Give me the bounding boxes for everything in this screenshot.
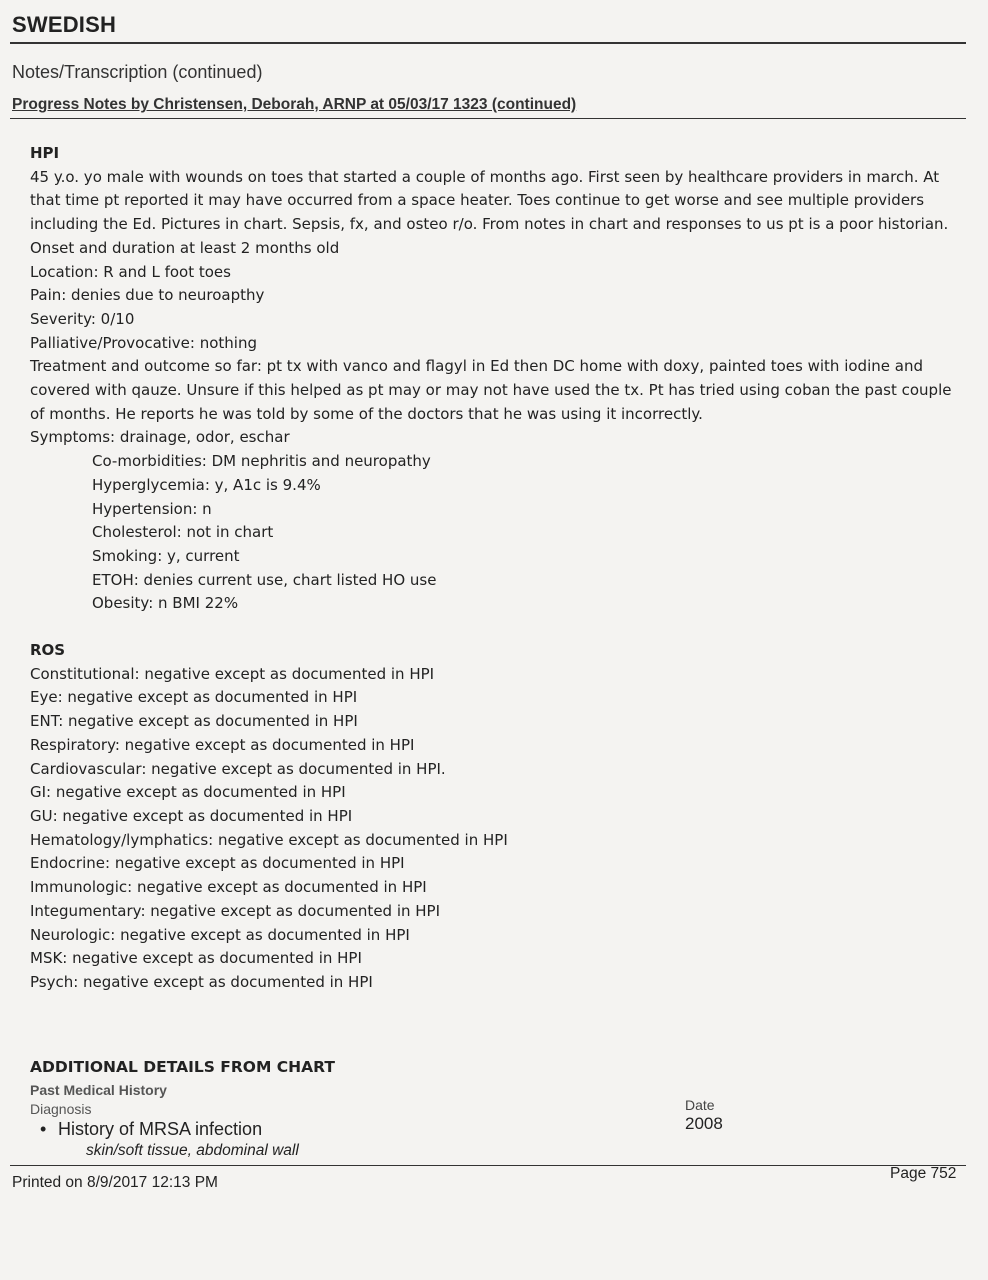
ros-heading: ROS <box>30 641 66 660</box>
ros-item: Eye: negative except as documented in HPI <box>30 688 358 707</box>
hpi-symptoms: Symptoms: drainage, odor, eschar <box>30 428 290 447</box>
hpi-lines <box>30 237 970 356</box>
ros-item: GI: negative except as documented in HPI <box>30 783 346 802</box>
ros-item: Cardiovascular: negative except as documented in HPI. <box>30 759 446 778</box>
diagnosis-label: Diagnosis <box>30 1101 92 1117</box>
ros-list <box>30 663 970 995</box>
diagnosis-item <box>40 1119 262 1140</box>
hpi-paragraph: 45 y.o. yo male with wounds on toes that started a couple of months ago. First seen by healthcare providers in march. At that time pt reported it may have occurred from a space heater. Toes continue to get worse and see multiple providers including the Ed. Pictures in chart. Sepsis, fx, and osteo r/o. From notes in chart and responses to us pt is a poor historian. <box>30 167 949 234</box>
date-label: Date <box>685 1097 715 1113</box>
ros-item: Integumentary: negative except as documented in HPI <box>30 901 441 920</box>
ros-item: MSK: negative except as documented in HPI <box>30 949 362 968</box>
comorbidity-item: Obesity: n BMI 22% <box>92 594 239 613</box>
hpi-treatment: Treatment and outcome so far: pt tx with vanco and flagyl in Ed then DC home with doxy, painted toes with iodine and covered with qauze. Unsure if this helped as pt may or may not have used the tx. Pt has tried using coban the past couple of months. He reports he was told by some of the doctors that he was using it incorrectly. <box>30 357 952 423</box>
hpi-line: Severity: 0/10 <box>30 309 135 328</box>
additional-details-heading: ADDITIONAL DETAILS FROM CHART <box>30 1058 335 1076</box>
section-title: Notes/Transcription (continued) <box>12 62 263 82</box>
comorbidity-item: Smoking: y, current <box>92 546 240 565</box>
date-value: 2008 <box>685 1114 723 1133</box>
hpi-line: Palliative/Provocative: nothing <box>30 333 257 352</box>
ros-item: GU: negative except as documented in HPI <box>30 806 353 825</box>
comorbidity-item: Cholesterol: not in chart <box>92 523 274 542</box>
hpi-line: Onset and duration at least 2 months old <box>30 238 340 257</box>
comorbidity-item: Hyperglycemia: y, A1c is 9.4% <box>92 475 321 494</box>
ros-item: Psych: negative except as documented in HPI <box>30 972 373 991</box>
ros-item: ENT: negative except as documented in HPI <box>30 712 358 731</box>
hpi-line: Pain: denies due to neuroapthy <box>30 286 265 305</box>
brand-logo-text: SWEDISH <box>12 12 117 37</box>
comorbidity-item: Co-morbidities: DM nephritis and neuropathy <box>92 452 431 471</box>
comorbidities-list <box>30 450 970 616</box>
diagnosis-item-text: History of MRSA infection <box>58 1119 263 1139</box>
note-header-rule <box>10 118 966 119</box>
footer-rule <box>10 1165 966 1166</box>
page-number: Page 752 <box>890 1165 957 1182</box>
ros-item: Constitutional: negative except as documented in HPI <box>30 664 435 683</box>
ros-item: Neurologic: negative except as documented in HPI <box>30 925 410 944</box>
note-body <box>30 142 970 995</box>
note-header: Progress Notes by Christensen, Deborah, ARNP at 05/03/17 1323 (continued) <box>12 96 577 113</box>
ros-item: Endocrine: negative except as documented in HPI <box>30 854 405 873</box>
comorbidity-item: ETOH: denies current use, chart listed HO use <box>92 570 437 589</box>
printed-timestamp: Printed on 8/9/2017 12:13 PM <box>12 1174 218 1191</box>
hpi-heading: HPI <box>30 144 60 162</box>
comorbidity-item: Hypertension: n <box>92 499 212 518</box>
past-medical-history-label: Past Medical History <box>30 1082 167 1098</box>
diagnosis-detail: skin/soft tissue, abdominal wall <box>86 1142 299 1159</box>
hpi-line: Location: R and L foot toes <box>30 262 231 281</box>
ros-item: Immunologic: negative except as documented in HPI <box>30 878 427 897</box>
header-rule <box>10 42 966 44</box>
ros-item: Respiratory: negative except as documented in HPI <box>30 735 415 754</box>
bullet-icon: • <box>40 1119 47 1139</box>
ros-item: Hematology/lymphatics: negative except as documented in HPI <box>30 830 508 849</box>
